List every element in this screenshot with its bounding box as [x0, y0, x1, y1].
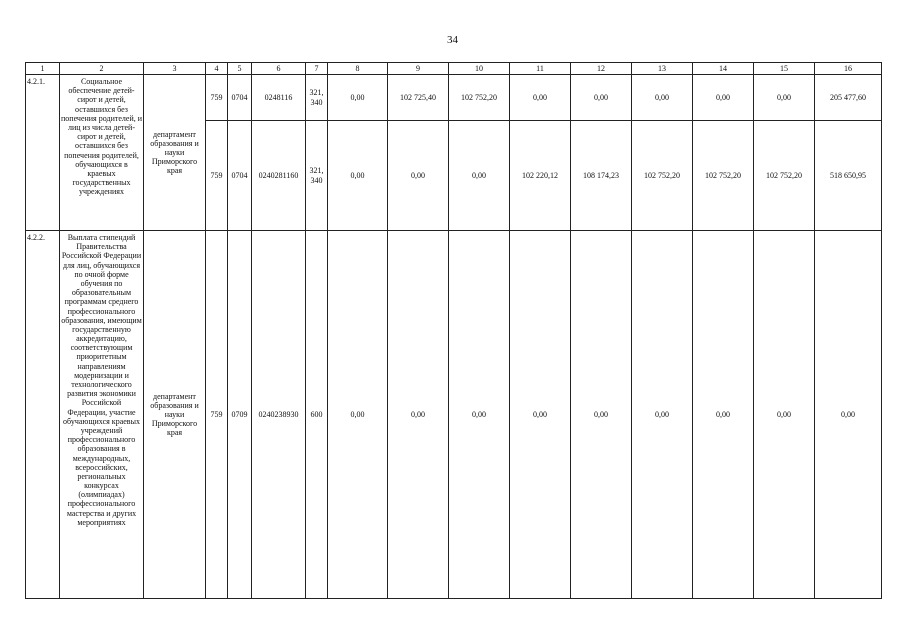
column-header: 3: [144, 63, 206, 75]
cell-value: 0,00: [328, 121, 388, 231]
column-header: 9: [388, 63, 449, 75]
column-header: 2: [60, 63, 144, 75]
column-header: 10: [449, 63, 510, 75]
column-header: 5: [228, 63, 252, 75]
cell-value: 0,00: [632, 75, 693, 121]
cell-section: 0709: [228, 231, 252, 599]
cell-value: 102 752,20: [693, 121, 754, 231]
row-id: 4.2.1.: [26, 75, 60, 231]
cell-expense-type: 600: [306, 231, 328, 599]
cell-value: 102 752,20: [449, 75, 510, 121]
table-row: [26, 231, 882, 599]
cell-expense-type: 321, 340: [306, 75, 328, 121]
cell-value: 102 752,20: [754, 121, 815, 231]
cell-target-article: 0240238930: [252, 231, 306, 599]
cell-target-article: 0248116: [252, 75, 306, 121]
cell-total: 518 650,95: [815, 121, 882, 231]
row-description: Выплата стипендий Правительства Российской Федерации для лиц, обучающихся по очной форме обучения по образовательным программам среднего профессионального образования, имеющим государственную аккредитацию, соответствующим приоритетным направлениям модернизации и технологического развития экономики Российской Федерации, участие обучающихся краевых учреждений профессионального образования в международных, всероссийских, региональных конкурсах (олимпиадах) профессионального мастерства и других мероприятиях: [60, 231, 144, 599]
cell-grbs: 759: [206, 121, 228, 231]
row-id: 4.2.2.: [26, 231, 60, 599]
cell-value: 0,00: [754, 231, 815, 599]
cell-value: 0,00: [388, 121, 449, 231]
column-number-row: [26, 63, 882, 75]
cell-value: 0,00: [510, 231, 571, 599]
budget-table: [25, 62, 882, 599]
column-header: 12: [571, 63, 632, 75]
cell-value: 0,00: [632, 231, 693, 599]
cell-value: 0,00: [693, 231, 754, 599]
column-header: 16: [815, 63, 882, 75]
row-description: Социальное обеспечение детей-сирот и детей, оставшихся без попечения родителей, и лиц из числа детей-сирот и детей, оставшихся без попечения родителей, обучающихся в краевых государственных учреждениях: [60, 75, 144, 231]
cell-value: 108 174,23: [571, 121, 632, 231]
column-header: 1: [26, 63, 60, 75]
cell-value: 0,00: [388, 231, 449, 599]
column-header: 13: [632, 63, 693, 75]
row-executor: департамент образования и науки Приморского края: [144, 231, 206, 599]
column-header: 11: [510, 63, 571, 75]
cell-value: 0,00: [693, 75, 754, 121]
column-header: 7: [306, 63, 328, 75]
cell-value: 0,00: [571, 231, 632, 599]
cell-section: 0704: [228, 75, 252, 121]
cell-expense-type: 321, 340: [306, 121, 328, 231]
column-header: 4: [206, 63, 228, 75]
cell-total: 205 477,60: [815, 75, 882, 121]
cell-value: 0,00: [571, 75, 632, 121]
cell-target-article: 0240281160: [252, 121, 306, 231]
cell-section: 0704: [228, 121, 252, 231]
cell-grbs: 759: [206, 75, 228, 121]
cell-grbs: 759: [206, 231, 228, 599]
cell-value: 0,00: [449, 231, 510, 599]
cell-value: 0,00: [449, 121, 510, 231]
cell-value: 102 752,20: [632, 121, 693, 231]
cell-total: 0,00: [815, 231, 882, 599]
cell-value: 0,00: [510, 75, 571, 121]
table-row: [26, 75, 882, 121]
column-header: 14: [693, 63, 754, 75]
page-number: 34: [447, 34, 458, 46]
cell-value: 102 725,40: [388, 75, 449, 121]
cell-value: 0,00: [328, 231, 388, 599]
row-executor: департамент образования и науки Приморского края: [144, 75, 206, 231]
column-header: 15: [754, 63, 815, 75]
cell-value: 102 220,12: [510, 121, 571, 231]
cell-value: 0,00: [328, 75, 388, 121]
column-header: 8: [328, 63, 388, 75]
column-header: 6: [252, 63, 306, 75]
cell-value: 0,00: [754, 75, 815, 121]
